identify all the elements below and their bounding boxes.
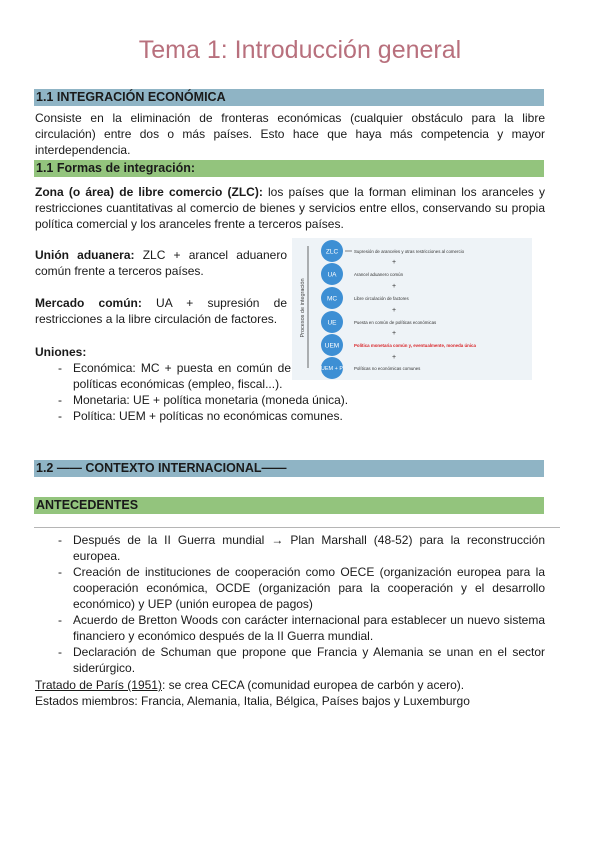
diagram-desc-1: Supresión de aranceles y otras restricciones al comercio [354, 249, 465, 254]
list-item: - Después de la II Guerra mundial → Plan Marshall (48-52) para la reconstrucción europea. [35, 532, 545, 564]
zlc-text: los países que la forman eliminan los aranceles y restricciones cuantitativas al comercio de bienes y servicios entre ellos, conservando su propia política comercial y los aranceles frente a terceros países. [35, 185, 545, 231]
list-item: - Acuerdo de Bretton Woods con carácter internacional para establecer un nuevo sistema financiero y económico después de la II Guerra mundial. [35, 612, 545, 644]
list-item: - Creación de instituciones de cooperación como OECE (organización europea para la cooperación económica, OCDE (organización para la cooperación y el desarrollo económico) y UEP (unión europea de pagos) [35, 564, 545, 612]
page-title: Tema 1: Introducción general [138, 36, 462, 64]
section-heading-contexto: 1.2 —— CONTEXTO INTERNACIONAL—— [34, 460, 544, 477]
mc-paragraph [35, 295, 287, 327]
list-item: - Económica: MC + puesta en común de políticas económicas (empleo, fiscal...). [35, 360, 291, 392]
section-heading-formas: 1.1 Formas de integración: [34, 160, 544, 177]
antecedentes-block [35, 532, 545, 676]
node-mc-label: MC [326, 295, 338, 303]
divider [34, 527, 560, 528]
ua-text: ZLC + arancel aduanero común frente a terceros países. [35, 248, 287, 278]
zlc-term: Zona (o área) de libre comercio (ZLC): [35, 185, 263, 199]
diagram-plus-2: + [392, 283, 397, 290]
mc-term: Mercado común: [35, 296, 142, 310]
tratado-paragraph [35, 677, 545, 709]
node-uemp-label: UEM + P [320, 366, 344, 372]
list-item: - Política: UEM + políticas no económicas comunes. [35, 408, 365, 424]
diagram-desc-3: Libre circulación de factores [354, 296, 409, 301]
list-item: - Monetaria: UE + política monetaria (moneda única). [35, 392, 365, 408]
diagram-desc-4: Puesta en común de políticas económicas [354, 320, 437, 325]
tratado-text: : se crea CECA (comunidad europea de carbón y acero). [161, 678, 465, 692]
diagram-plus-1: + [392, 259, 397, 266]
estados-miembros: Estados miembros: Francia, Alemania, Italia, Bélgica, Países bajos y Luxemburgo [35, 694, 470, 708]
section-heading-integracion: 1.1 INTEGRACIÓN ECONÓMICA [34, 89, 544, 106]
ua-term: Unión aduanera: [35, 248, 135, 262]
node-ue-label: UE [327, 319, 337, 327]
integration-diagram-svg [292, 238, 532, 380]
zlc-paragraph [35, 184, 545, 232]
list-item: - Declaración de Schuman que propone que Francia y Alemania se unan en el sector siderúrgico. [35, 644, 545, 676]
integration-diagram [292, 238, 532, 380]
uniones-heading: Uniones: [35, 345, 87, 359]
ua-paragraph [35, 247, 287, 279]
diagram-axis-label: Procesos de integración [300, 278, 306, 338]
diagram-desc-5: Política monetaria común y, eventualmente, moneda única [354, 343, 476, 348]
node-zlc-label: ZLC [325, 248, 339, 256]
diagram-plus-3: + [392, 307, 397, 314]
diagram-desc-6: Políticas no económicas comunes [354, 366, 421, 371]
mc-text: UA + supresión de restricciones a la libre circulación de factores. [35, 296, 288, 326]
diagram-plus-5: + [392, 354, 397, 361]
tratado-title: Tratado de París (1951) [35, 678, 162, 692]
antecedentes-list [35, 532, 545, 676]
diagram-plus-4: + [392, 330, 397, 337]
integracion-paragraph: Consiste en la eliminación de fronteras económicas (cualquier obstáculo para la libre circulación) entre dos o más países. Esto hace que haya más competencia y mayor interdependencia. [35, 111, 545, 157]
diagram-desc-2: Arancel aduanero común [354, 272, 404, 277]
section-heading-antecedentes: ANTECEDENTES [34, 497, 544, 514]
node-uem-label: UEM [324, 342, 340, 350]
node-ua-label: UA [327, 271, 337, 279]
